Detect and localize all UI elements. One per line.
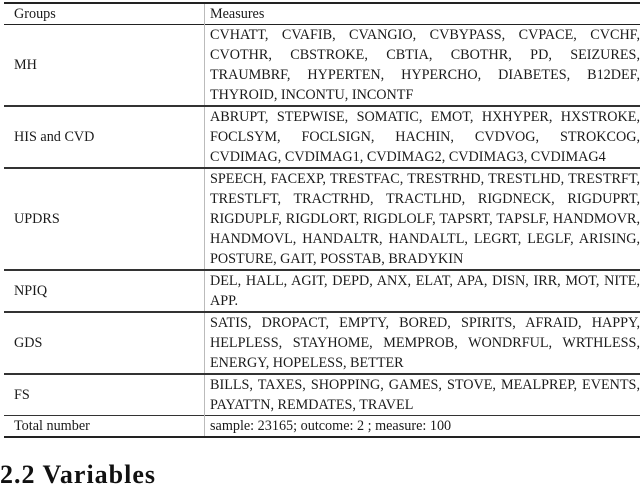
group-cell: NPIQ [4, 270, 205, 312]
measures-cell: DEL, HALL, AGIT, DEPD, ANX, ELAT, APA, DISN, IRR, MOT, NITE, APP. [205, 270, 640, 312]
header-groups: Groups [4, 3, 205, 25]
table-row-updrs [4, 168, 640, 270]
group-cell: MH [4, 25, 205, 107]
table-row-mh [4, 25, 640, 107]
next-section-heading: 2.2 Variables [0, 460, 156, 490]
group-cell: UPDRS [4, 168, 205, 270]
group-cell: GDS [4, 312, 205, 374]
measures-cell: SATIS, DROPACT, EMPTY, BORED, SPIRITS, AFRAID, HAPPY, HELPLESS, STAYHOME, MEMPROB, WONDRFUL, WRTHLESS, ENERGY, HOPELESS, BETTER [205, 312, 640, 374]
table-row-gds [4, 312, 640, 374]
measures-cell: ABRUPT, STEPWISE, SOMATIC, EMOT, HXHYPER, HXSTROKE, FOCLSYM, FOCLSIGN, HACHIN, CVDVOG, STROKCOG, CVDIMAG, CVDIMAG1, CVDIMAG2, CVDIMAG3, CVDIMAG4 [205, 106, 640, 168]
measures-cell: BILLS, TAXES, SHOPPING, GAMES, STOVE, MEALPREP, EVENTS, PAYATTN, REMDATES, TRAVEL [205, 374, 640, 416]
total-value: sample: 23165; outcome: 2 ; measure: 100 [205, 416, 640, 438]
table-row-total [4, 416, 640, 438]
table-header-row [4, 3, 640, 25]
group-cell: FS [4, 374, 205, 416]
measures-table [4, 2, 640, 438]
table-row-fs [4, 374, 640, 416]
table-row-his-cvd [4, 106, 640, 168]
group-cell: HIS and CVD [4, 106, 205, 168]
measures-cell: SPEECH, FACEXP, TRESTFAC, TRESTRHD, TRESTLHD, TRESTRFT, TRESTLFT, TRACTRHD, TRACTLHD, RIGDNECK, RIGDUPRT, RIGDUPLF, RIGDLORT, RIGDLOLF, TAPSRT, TAPSLF, HANDMOVR, HANDMOVL, HANDALTR, HANDALTL, LEGRT, LEGLF, ARISING, POSTURE, GAIT, POSSTAB, BRADYKIN [205, 168, 640, 270]
measures-cell: CVHATT, CVAFIB, CVANGIO, CVBYPASS, CVPACE, CVCHF, CVOTHR, CBSTROKE, CBTIA, CBOTHR, PD, SEIZURES, TRAUMBRF, HYPERTEN, HYPERCHO, DIABETES, B12DEF, THYROID, INCONTU, INCONTF [205, 25, 640, 107]
header-measures: Measures [205, 3, 640, 25]
table-row-npiq [4, 270, 640, 312]
total-label: Total number [4, 416, 205, 438]
